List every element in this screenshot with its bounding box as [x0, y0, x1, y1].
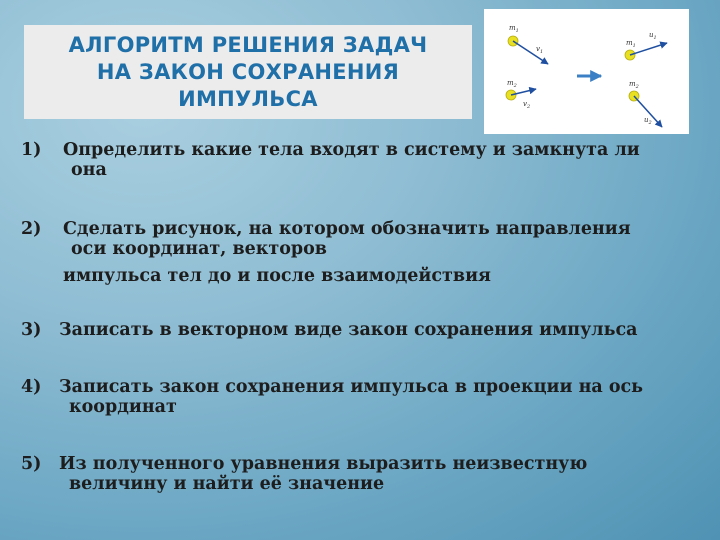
after-body-1 — [625, 31, 667, 60]
step-2-line-2: оси координат, векторов — [71, 239, 327, 259]
before-body-1 — [508, 24, 548, 64]
step-3-line-1: Записать в векторном виде закон сохранения импульса — [59, 320, 638, 340]
svg-text:v1 — [536, 45, 543, 55]
title-line-2: НА ЗАКОН СОХРАНЕНИЯ — [96, 59, 400, 84]
step-1-number: 1) — [21, 140, 42, 160]
collision-diagram-svg — [484, 9, 689, 134]
step-1 — [21, 140, 701, 180]
step-5 — [21, 454, 701, 494]
algorithm-steps — [21, 134, 701, 494]
before-body-2-mass-sub: 2 — [513, 83, 517, 89]
svg-text:m2 — [629, 80, 639, 90]
svg-text:v2 — [523, 100, 530, 110]
svg-text:m2 — [507, 79, 517, 89]
step-1-line-1: Определить какие тела входят в систему и замкнута ли — [63, 140, 640, 160]
step-4-number: 4) — [21, 377, 42, 397]
step-2 — [21, 219, 701, 286]
svg-text:u1 — [649, 31, 657, 41]
after-body-2-mass-sub: 2 — [635, 84, 639, 90]
step-2-number: 2) — [21, 219, 42, 239]
step-1-line-2: она — [71, 160, 107, 180]
step-3 — [21, 320, 701, 340]
before-velocity-1: v — [536, 45, 540, 53]
svg-text:u2 — [644, 116, 652, 126]
step-4 — [21, 377, 701, 417]
after-body-2 — [629, 80, 662, 127]
title-line-3: ИМПУЛЬСА — [178, 86, 318, 111]
before-body-1-mass-sub: 1 — [515, 28, 519, 34]
step-5-number: 5) — [21, 454, 42, 474]
before-body-1-mass: m — [509, 24, 516, 32]
collision-diagram — [484, 9, 689, 134]
after-body-1-mass-sub: 1 — [632, 43, 636, 49]
after-velocity-2-sub: 2 — [648, 120, 652, 126]
step-5-line-2: величину и найти её значение — [69, 474, 385, 494]
before-velocity-2: v — [523, 100, 527, 108]
title-box — [24, 25, 472, 119]
before-body-2 — [506, 79, 536, 110]
before-velocity-2-sub: 2 — [526, 104, 531, 110]
svg-text:m1 — [626, 39, 636, 49]
step-4-line-1: Записать закон сохранения импульса в проекции на ось — [59, 377, 644, 397]
after-velocity-2: u — [644, 116, 649, 124]
after-body-1-mass: m — [626, 39, 633, 47]
before-body-2-mass: m — [507, 79, 514, 87]
step-4-line-2: координат — [69, 397, 177, 417]
step-2-line-3: импульса тел до и после взаимодействия — [63, 266, 491, 286]
svg-text:m1 — [509, 24, 519, 34]
step-3-number: 3) — [21, 320, 42, 340]
after-body-2-mass: m — [629, 80, 636, 88]
step-2-line-1: Сделать рисунок, на котором обозначить направления — [63, 219, 631, 239]
after-velocity-1: u — [649, 31, 654, 39]
before-velocity-1-sub: 1 — [539, 49, 544, 55]
after-velocity-1-sub: 1 — [653, 35, 657, 41]
title-line-1: АЛГОРИТМ РЕШЕНИЯ ЗАДАЧ — [68, 32, 428, 57]
step-5-line-1: Из полученного уравнения выразить неизвестную — [59, 454, 588, 474]
